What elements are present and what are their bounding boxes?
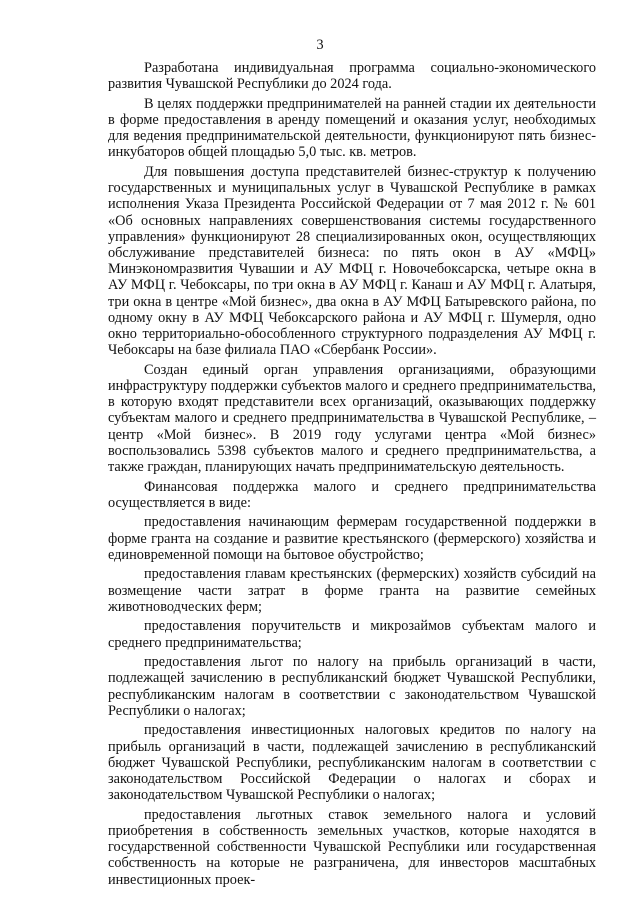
list-item-profit-tax-benefits: предоставления льгот по налогу на прибыль организаций в части, подлежащей зачислению в республиканский бюджет Чувашской Республики, республиканским налогам в соответствии с законодательством Чувашской Республики о налогах; [108,654,596,719]
list-item-farmer-grants: предоставления начинающим фермерам государственной поддержки в форме гранта на создание и развитие крестьянского (фермерского) хозяйства и единовременной помощи на бытовое обустройство; [108,514,596,563]
list-item-land-tax-rates: предоставления льготных ставок земельного налога и условий приобретения в собственность земельных участков, которые находятся в государственной собственности Чувашской Республики или государственная собственность на которые не разграничена, для инвесторов масштабных инвестиционных проек- [108,806,596,888]
list-item-family-farm-subsidies: предоставления главам крестьянских (фермерских) хозяйств субсидий на возмещение части затрат в форме гранта на развитие семейных животноводческих ферм; [108,566,596,615]
document-body [108,60,596,891]
list-item-investment-tax-credits: предоставления инвестиционных налоговых кредитов по налогу на прибыль организаций в части, подлежащей зачислению в республиканский бюджет Чувашской Республики, республиканским налогам в соответствии с законодательством Российской Федерации о налогах и сборах и законодательством Чувашской Республики о налогах; [108,722,596,804]
paragraph-my-business-center: Создан единый орган управления организациями, образующими инфраструктуру поддержки субъектов малого и среднего предпринимательства, в которую входят представители всех организаций, оказывающих поддержку субъектам малого и среднего предпринимательства в Чувашской Республике, – центр «Мой бизнес». В 2019 году услугами центра «Мой бизнес» воспользовались 5398 субъектов малого и среднего предпринимательства, а также граждан, планирующих начать предпринимательскую деятельность. [108,361,596,476]
paragraph-program: Разработана индивидуальная программа социально-экономического развития Чувашской Республики до 2024 года. [108,60,596,93]
list-item-guarantees-microloans: предоставления поручительств и микрозаймов субъектам малого и среднего предпринимательства; [108,618,596,651]
paragraph-service-windows: Для повышения доступа представителей бизнес-структур к получению государственных и муниципальных услуг в Чувашской Республике в рамках исполнения Указа Президента Российской Федерации от 7 мая 2012 г. № 601 «Об основных направлениях совершенствования системы государственного управления» функционируют 28 специализированных окон, осуществляющих обслуживание представителей бизнеса: по пять окон в АУ «МФЦ» Минэкономразвития Чувашии и АУ МФЦ г. Новочебоксарска, четыре окна в АУ МФЦ г. Чебоксары, по три окна в АУ МФЦ г. Канаш и АУ МФЦ г. Алатыря, три окна в центре «Мой бизнес», два окна в АУ МФЦ Батыревского района, по одному окну в АУ МФЦ Чебоксарского района и АУ МФЦ г. Шумерля, одно окно территориально-обособленного структурного подразделения АУ МФЦ г. Чебоксары на базе филиала ПАО «Сбербанк России». [108,164,596,359]
page-number: 3 [316,37,324,53]
paragraph-financial-support-intro: Финансовая поддержка малого и среднего предпринимательства осуществляется в виде: [108,478,596,511]
paragraph-business-incubators: В целях поддержки предпринимателей на ранней стадии их деятельности в форме предоставления в аренду помещений и оказания услуг, необходимых для ведения предпринимательской деятельности, функционируют пять бизнес-инкубаторов общей площадью 5,0 тыс. кв. метров. [108,95,596,161]
